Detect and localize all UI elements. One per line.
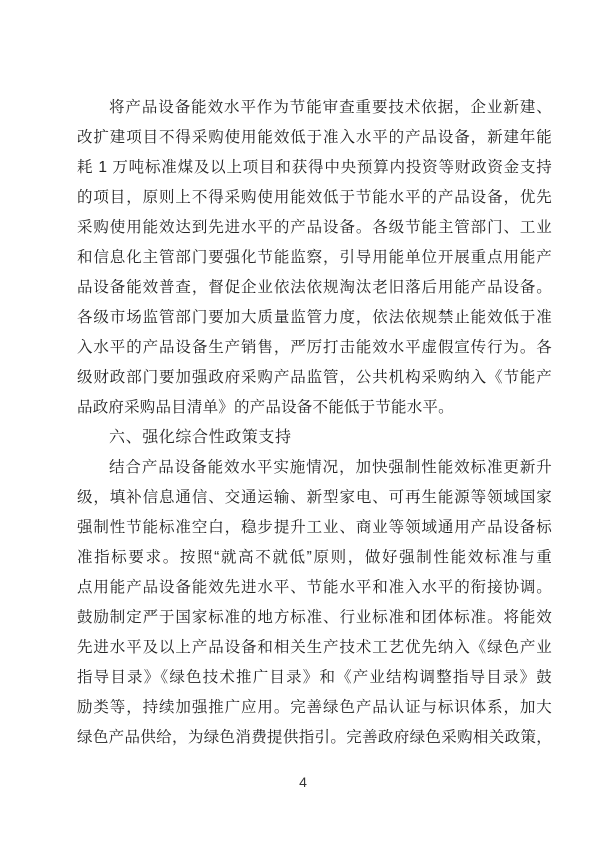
text-line: 采购使用能效达到先进水平的产品设备。各级节能主管部门、工业 [77,219,552,236]
text-line: 品政府采购品目清单》的产品设备不能低于节能水平。 [77,399,454,416]
text-line: 点用能产品设备能效先进水平、节能水平和准入水平的衔接协调。 [77,579,552,596]
text-line: 将产品设备能效水平作为节能审查重要技术依据，企业新建、 [109,99,552,116]
text-line: 入水平的产品设备生产销售，严厉打击能效水平虚假宣传行为。各 [77,339,552,356]
text-line: 准指标要求。按照“就高不就低”原则，做好强制性能效标准与重 [77,549,552,566]
text-line: 改扩建项目不得采购使用能效低于准入水平的产品设备，新建年能 [77,129,552,146]
text-line: 级财政部门要加强政府采购产品监管，公共机构采购纳入《节能产 [77,369,552,386]
text-line: 结合产品设备能效水平实施情况，加快强制性能效标准更新升 [109,459,552,476]
text-line: 和信息化主管部门要强化节能监察，引导用能单位开展重点用能产 [77,249,552,266]
text-line: 级，填补信息通信、交通运输、新型家电、可再生能源等领域国家 [77,489,552,506]
section-heading: 六、强化综合性政策支持 [109,429,292,446]
text-line: 励类等，持续加强推广应用。完善绿色产品认证与标识体系，加大 [77,699,552,716]
document-body [77,93,552,753]
text-line: 先进水平及以上产品设备和相关生产技术工艺优先纳入《绿色产业 [77,639,552,656]
text-line: 的项目，原则上不得采购使用能效低于节能水平的产品设备，优先 [77,189,552,206]
text-line: 鼓励制定严于国家标准的地方标准、行业标准和团体标准。将能效 [77,609,552,626]
text-line: 耗 1 万吨标准煤及以上项目和获得中央预算内投资等财政资金支持 [77,159,552,176]
text-line: 强制性节能标准空白，稳步提升工业、商业等领域通用产品设备标 [77,519,552,536]
text-line: 绿色产品供给，为绿色消费提供指引。完善政府绿色采购相关政策， [77,729,552,746]
page-number: 4 [299,774,307,790]
text-line: 各级市场监管部门要加大质量监管力度，依法依规禁止能效低于准 [77,309,552,326]
text-line: 指导目录》《绿色技术推广目录》和《产业结构调整指导目录》鼓 [77,669,552,686]
text-line: 品设备能效普查，督促企业依法依规淘汰老旧落后用能产品设备。 [77,279,552,296]
